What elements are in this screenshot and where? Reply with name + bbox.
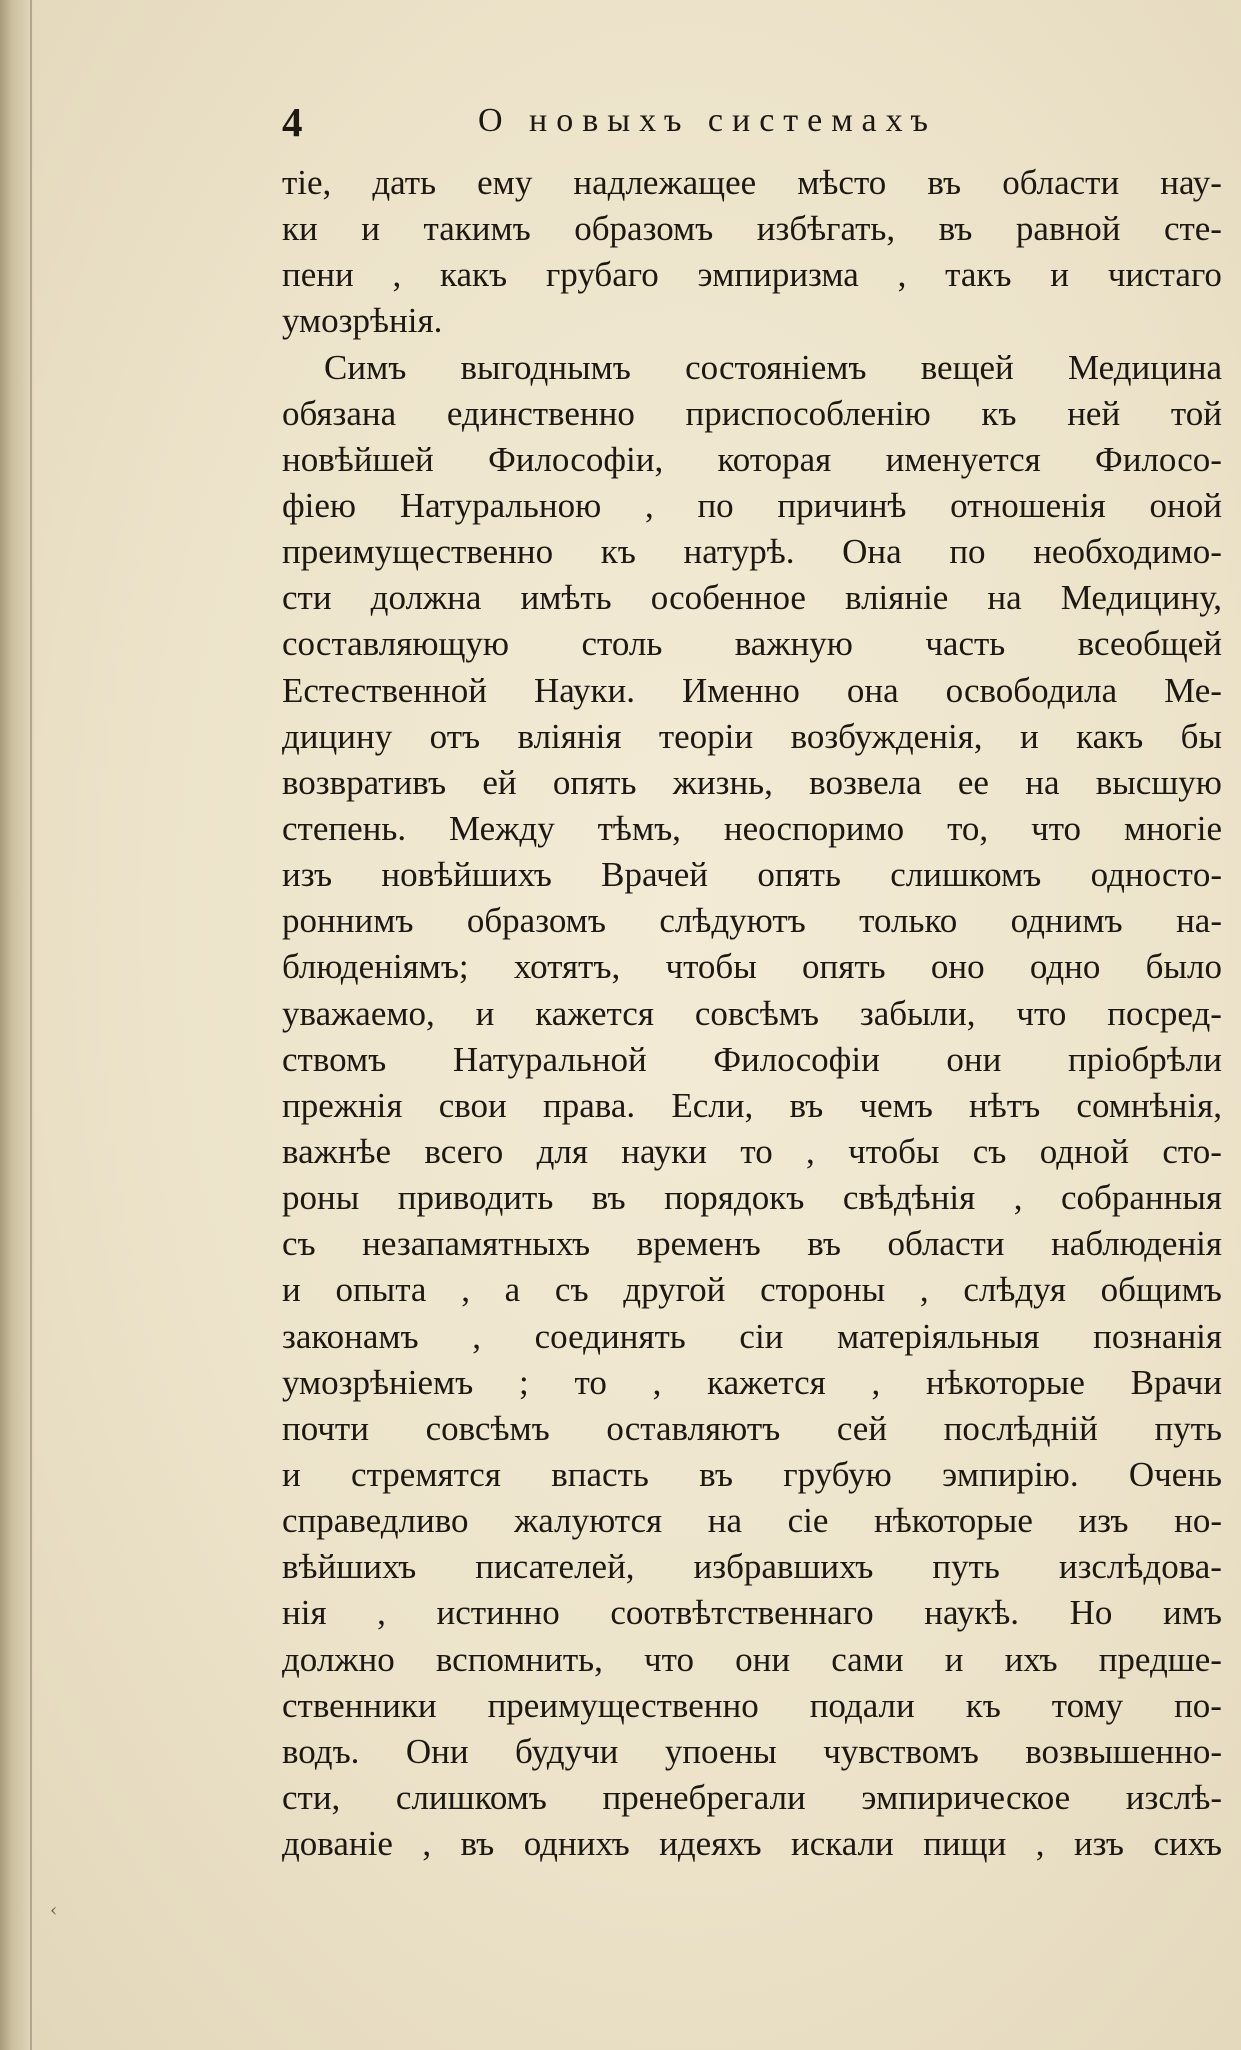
body-text — [282, 160, 1222, 1867]
text-line: прежнія свои права. Если, въ чемъ нѣтъ сомнѣнія, — [282, 1085, 1222, 1125]
margin-tick-mark: ‹ — [50, 1900, 58, 1921]
text-line: сти, слишкомъ пренебрегали эмпирическое изслѣ- — [282, 1777, 1222, 1817]
text-line: блюденіямъ; хотятъ, чтобы опять оно одно было — [282, 947, 1222, 987]
text-line: возвративъ ей опять жизнь, возвела ее на высшую — [282, 762, 1222, 802]
text-line: ки и такимъ образомъ избѣгать, въ равной сте- — [282, 209, 1222, 249]
text-line: фіею Натуральною , по причинѣ отношенія оной — [282, 485, 1222, 525]
text-line: Симъ выгоднымъ состояніемъ вещей Медицина — [324, 347, 1222, 387]
text-line: ствомъ Натуральной Философіи они пріобрѣли — [282, 1039, 1222, 1079]
text-line: справедливо жалуются на сіе нѣкоторые изъ но- — [282, 1501, 1222, 1541]
text-line: роннимъ образомъ слѣдуютъ только однимъ на- — [282, 901, 1222, 941]
text-line: Естественной Науки. Именно она освободила Ме- — [282, 670, 1222, 710]
page-header — [282, 98, 1222, 154]
text-line: съ незапамятныхъ временъ въ области наблюденія — [282, 1224, 1222, 1264]
text-line: дицину отъ вліянія теоріи возбужденія, и какъ бы — [282, 716, 1222, 756]
gutter-line — [30, 0, 32, 2050]
text-line: почти совсѣмъ оставляютъ сей послѣдній путь — [282, 1408, 1222, 1448]
text-line: новѣйшей Философіи, которая именуется Филосо- — [282, 439, 1222, 479]
page-gutter — [0, 0, 34, 2050]
text-line: должно вспомнить, что они сами и ихъ предше- — [282, 1639, 1222, 1679]
text-line: вѣйшихъ писателей, избравшихъ путь изслѣдова- — [282, 1547, 1222, 1587]
text-line: тіе, дать ему надлежащее мѣсто въ области нау- — [282, 163, 1222, 202]
text-line: уважаемо, и кажется совсѣмъ забыли, что посред- — [282, 993, 1222, 1033]
text-line: дованіе , въ однихъ идеяхъ искали пищи , изъ сихъ — [282, 1824, 1222, 1864]
text-line: пени , какъ грубаго эмпиризма , такъ и чистаго — [282, 255, 1222, 295]
text-line: умозрѣніемъ ; то , кажется , нѣкоторые Врачи — [282, 1362, 1222, 1402]
text-line: нія , истинно соотвѣтственнаго наукѣ. Но имъ — [282, 1593, 1222, 1633]
page-number: 4 — [282, 99, 303, 145]
text-line: и опыта , а съ другой стороны , слѣдуя общимъ — [282, 1270, 1222, 1310]
text-line: важнѣе всего для науки то , чтобы съ одной сто- — [282, 1131, 1222, 1171]
text-line: сти должна имѣть особенное вліяніе на Медицину, — [282, 578, 1222, 618]
text-line: степень. Между тѣмъ, неоспоримо то, что многіе — [282, 808, 1222, 848]
text-line: составляющую столь важную часть всеобщей — [282, 624, 1222, 664]
text-line: умозрѣнія. — [282, 301, 443, 341]
text-line: ственники преимущественно подали къ тому по- — [282, 1685, 1222, 1725]
text-line: изъ новѣйшихъ Врачей опять слишкомъ одностo- — [282, 855, 1222, 895]
text-line: роны приводить въ порядокъ свѣдѣнія , собранныя — [282, 1178, 1222, 1218]
text-line: обязана единственно приспособленію къ ней той — [282, 393, 1222, 433]
text-line: водъ. Они будучи упоены чувствомъ возвышенно- — [282, 1731, 1222, 1771]
text-line: законамъ , соединять сіи матеріяльныя познанія — [282, 1316, 1222, 1356]
text-line: преимущественно къ натурѣ. Она по необходимо- — [282, 532, 1222, 572]
running-head: О новыхъ системахъ — [478, 102, 937, 139]
text-line: и стремятся впасть въ грубую эмпирію. Очень — [282, 1454, 1222, 1494]
